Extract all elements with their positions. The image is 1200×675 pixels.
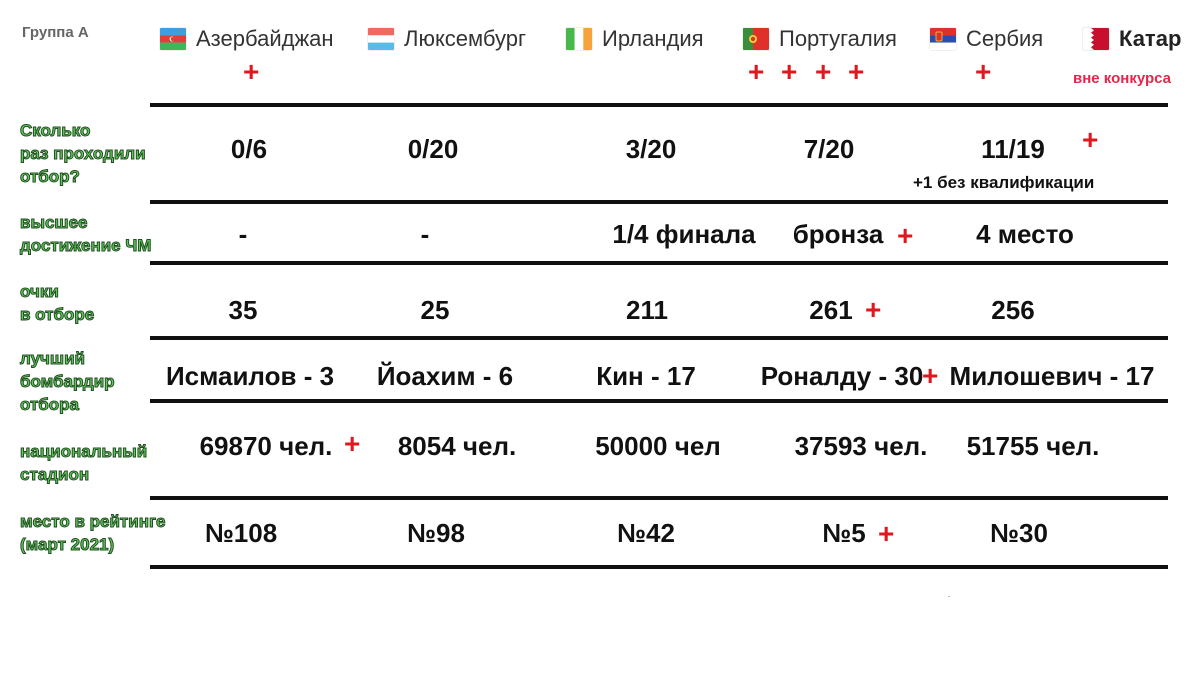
cell-luxembourg: -: [420, 219, 430, 249]
plus-mark: +: [922, 360, 939, 391]
row-label-best-achievement: высшее достижение ЧМ: [20, 213, 152, 255]
plus-mark: +: [748, 56, 765, 87]
group-label: Группа А: [22, 24, 89, 41]
luxembourg-flag-icon: [368, 28, 394, 50]
plus-mark: +: [243, 56, 260, 87]
cell-portugal: 7/20: [803, 134, 855, 164]
team-name: Ирландия: [602, 26, 704, 51]
cell-azerbaijan: 0/6: [230, 134, 268, 164]
cell-serbia: 4 место: [976, 219, 1074, 249]
row-divider: [150, 336, 1168, 340]
cell-portugal: бронза: [792, 219, 884, 249]
cell-serbia: 256: [991, 295, 1035, 325]
row-divider: [150, 103, 1168, 107]
cell-ireland: №42: [617, 518, 675, 548]
plus-mark: +: [848, 56, 865, 87]
cell-azerbaijan: 35: [228, 295, 258, 325]
plus-mark: +: [865, 294, 882, 325]
row-divider: [150, 565, 1168, 569]
team-name: Люксембург: [404, 26, 527, 51]
cell-azerbaijan: Исмаилов - 3: [165, 361, 335, 391]
cell-portugal: №5: [822, 518, 866, 548]
cell-ireland: 211: [626, 295, 668, 325]
team-header-serbia: [930, 22, 1043, 56]
row-divider: [150, 261, 1168, 265]
outside-contest-note: вне конкурса: [1073, 70, 1172, 87]
serbia-flag-icon: [930, 28, 956, 50]
plus-mark: +: [781, 56, 798, 87]
row-label-stadium: национальный стадион: [20, 442, 148, 484]
team-name: Португалия: [779, 26, 897, 51]
team-header-azerbaijan: [160, 22, 334, 56]
plus-mark: +: [878, 518, 895, 549]
stray-dot: [948, 596, 950, 597]
cell-luxembourg: 8054 чел.: [397, 431, 517, 461]
team-header-portugal: [743, 22, 897, 56]
team-name: Сербия: [966, 26, 1044, 51]
cell-serbia: Милошевич - 17: [949, 361, 1155, 391]
team-header-ireland: [566, 22, 704, 56]
team-name: Азербайджан: [196, 26, 334, 51]
azerbaijan-flag-icon: [160, 28, 186, 50]
qatar-flag-icon: [1083, 28, 1109, 50]
cell-ireland: Кин - 17: [596, 361, 696, 391]
plus-mark: +: [815, 56, 832, 87]
cell-azerbaijan: -: [238, 219, 248, 249]
row-label-ranking: место в рейтинге (март 2021): [20, 512, 166, 554]
cell-ireland: 1/4 финала: [612, 219, 756, 249]
cell-serbia: 11/19: [981, 134, 1045, 164]
plus-mark: +: [975, 56, 992, 87]
cell-luxembourg: №98: [407, 518, 465, 548]
qualification-note: +1 без квалификации: [913, 173, 1095, 192]
cell-luxembourg: 0/20: [407, 134, 459, 164]
plus-mark: +: [897, 220, 914, 251]
cell-portugal: Роналду - 30: [760, 361, 924, 391]
row-divider: [150, 399, 1168, 403]
row-divider: [150, 496, 1168, 500]
cell-serbia: 51755 чел.: [966, 431, 1100, 461]
cell-luxembourg: Йоахим - 6: [376, 361, 514, 391]
plus-mark: +: [1082, 124, 1099, 155]
team-header-luxembourg: [368, 22, 526, 56]
plus-mark: +: [344, 428, 361, 459]
cell-luxembourg: 25: [420, 295, 450, 325]
cell-portugal: 261: [809, 295, 853, 325]
cell-serbia: №30: [990, 518, 1048, 548]
row-label-points: очки в отборе: [20, 282, 95, 324]
portugal-flag-icon: [743, 28, 769, 50]
cell-ireland: 50000 чел: [595, 431, 721, 461]
row-divider: [150, 200, 1168, 204]
cell-azerbaijan: №108: [204, 518, 278, 548]
cell-azerbaijan: 69870 чел.: [199, 431, 333, 461]
ireland-flag-icon: [566, 28, 592, 50]
row-label-qualifications: Сколько раз проходили отбор?: [20, 121, 146, 186]
team-header-qatar: [1083, 22, 1181, 56]
row-label-top-scorer: лучший бомбардир отбора: [20, 349, 115, 414]
cell-portugal: 37593 чел.: [794, 431, 928, 461]
team-name: Катар: [1119, 26, 1182, 51]
cell-ireland: 3/20: [625, 134, 677, 164]
